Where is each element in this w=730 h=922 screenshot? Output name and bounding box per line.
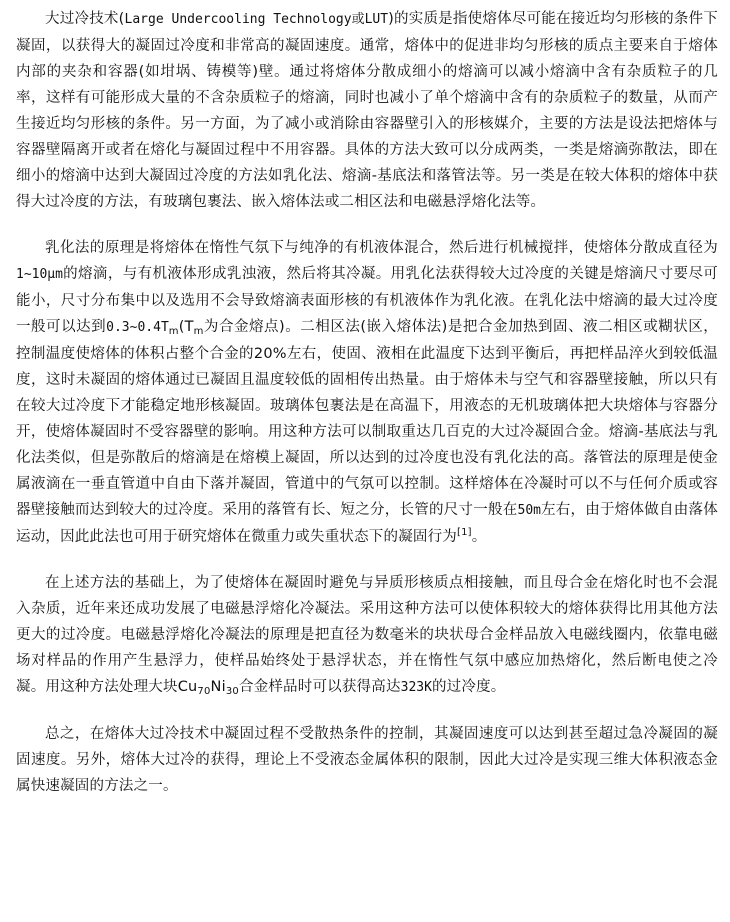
paragraph-1 (16, 6, 718, 215)
paragraph-4 (16, 721, 718, 799)
p2-tube-length: 50m (517, 503, 541, 518)
p2-d: 左右，由于熔体做自由落体运动，因此此法也可用于研究熔体在微重力或失重状态下的凝固行为 (16, 502, 719, 545)
p2-range: 1~10μm (16, 267, 63, 282)
p3-a: 在上述方法的基础上，为了使熔体在凝固时避免与异质形核质点相接触，而且母合金在熔化时也不会混入杂质，近年来还成功发展了电磁悬浮熔化冷凝法。采用这种方法可以使体积较大的熔体获得比用其他方法更大的过冷度。电磁悬浮熔化冷凝法的原理是把直径为数毫米的块状母合金样品放入电磁线圈内，依靠电磁场对样品的作用产生悬浮力，使样品始终处于悬浮状态，并在惰性气氛中感应加热熔化，然后断电使之冷凝。用这种方法处理大块 (16, 575, 718, 695)
p1-rest: )的实质是指使熔体尽可能在接近均匀形核的条件下凝固，以获得大的凝固过冷度和非常高的凝固速度。通常，熔体中的促进非均匀形核的质点主要来自于熔体内部的夹杂和容器(如坩埚、铸模等)壁。通过将熔体分散成细小的熔滴可以减小熔滴中含有杂质粒子的几率，这样有可能形成大量的不含杂质粒子的熔滴，同时也减小了单个熔滴中含有的杂质粒子的数量，从而产生接近均匀形核的条件。另一方面，为了减小或消除由容器壁引入的形核媒介，主要的方法是设法把熔体与容器壁隔离开或者在熔化与凝固过程中不用容器。具体的方法大致可以分成两类，一类是熔滴弥散法，即在细小的熔滴中达到大凝固过冷度的方法如乳化法、熔滴-基底法和落管法等。另一类是在较大体积的熔体中获得大过冷度的方法，有玻璃包裹法、嵌入熔体法或二相区法和电磁悬浮熔化法等。 (16, 11, 719, 210)
p2-subscript-m2: m (193, 326, 204, 337)
paragraph-2 (16, 235, 718, 550)
p2-subscript-m1: m (168, 326, 179, 337)
p3-temperature: 323K (400, 680, 432, 695)
citation-ref[interactable]: [1] (457, 527, 472, 538)
p3-ni: Ni (210, 679, 226, 695)
paragraph-3 (16, 570, 718, 701)
p3-b: 合金样品时可以获得高达 (238, 679, 401, 695)
p1-lead: 大过冷技术( (45, 11, 125, 27)
p2-a: 乳化法的原理是将熔体在惰性气氛下与纯净的有机液体混合，然后进行机械搅拌，使熔体分散成直径为 (45, 240, 718, 256)
p2-b: 的熔滴，与有机液体形成乳浊液，然后将其冷凝。用乳化法获得较大过冷度的关键是熔滴尺寸要尽可能小，尺寸分布集中以及选用不会导致熔滴表面形核的有机液体作为乳化液。在乳化法中熔滴的最大过冷度一般可以达到 (16, 266, 718, 335)
p4-text: 总之，在熔体大过冷技术中凝固过程不受散热条件的控制，其凝固速度可以达到甚至超过急冷凝固的凝固速度。另外，熔体大过冷的获得，理论上不受液态金属体积的限制，因此大过冷是实现三维大体积液态金属快速凝固的方法之一。 (16, 726, 718, 794)
p2-undercool-value: 0.3~0.4T (106, 320, 169, 335)
p2-e: 。 (471, 529, 487, 545)
p3-c: 的过冷度。 (431, 679, 506, 695)
p1-lead-english: Large Undercooling Technology或LUT (124, 12, 389, 27)
p2-c3: 为合金熔点)。二相区法(嵌入熔体法)是把合金加热到固、液二相区或糊状区，控制温度使熔体的体积占整个合金的20%左右，使固、液相在此温度下达到平衡后，再把样品淬火到较低温度，这时未凝固的熔体通过已凝固且温度较低的固相传出热量。由于熔体未与空气和容器壁接触，所以只有在较大过冷度下才能稳定地形核凝固。玻璃体包裹法是在高温下，用液态的无机玻璃体把大块熔体与容器分开，使熔体凝固时不受容器壁的影响。用这种方法可以制取重达几百克的大过冷凝固合金。熔滴-基底法与乳化法类似，但是弥散后的熔滴是在熔模上凝固，所以达到的过冷度也没有乳化法的高。落管法的原理是使金属液滴在一垂直管道中自由下落并凝固，管道中的气氛可以控制。这样熔体在冷凝时可以不与任何介质或容器壁接触而达到较大的过冷度。采用的落管有长、短之分，长管的尺寸一般在 (16, 319, 718, 518)
p2-c2: (T (178, 319, 194, 335)
p3-cu-subscript: 70 (197, 686, 211, 697)
p3-cu: Cu (177, 679, 198, 695)
p3-ni-subscript: 30 (225, 686, 239, 697)
